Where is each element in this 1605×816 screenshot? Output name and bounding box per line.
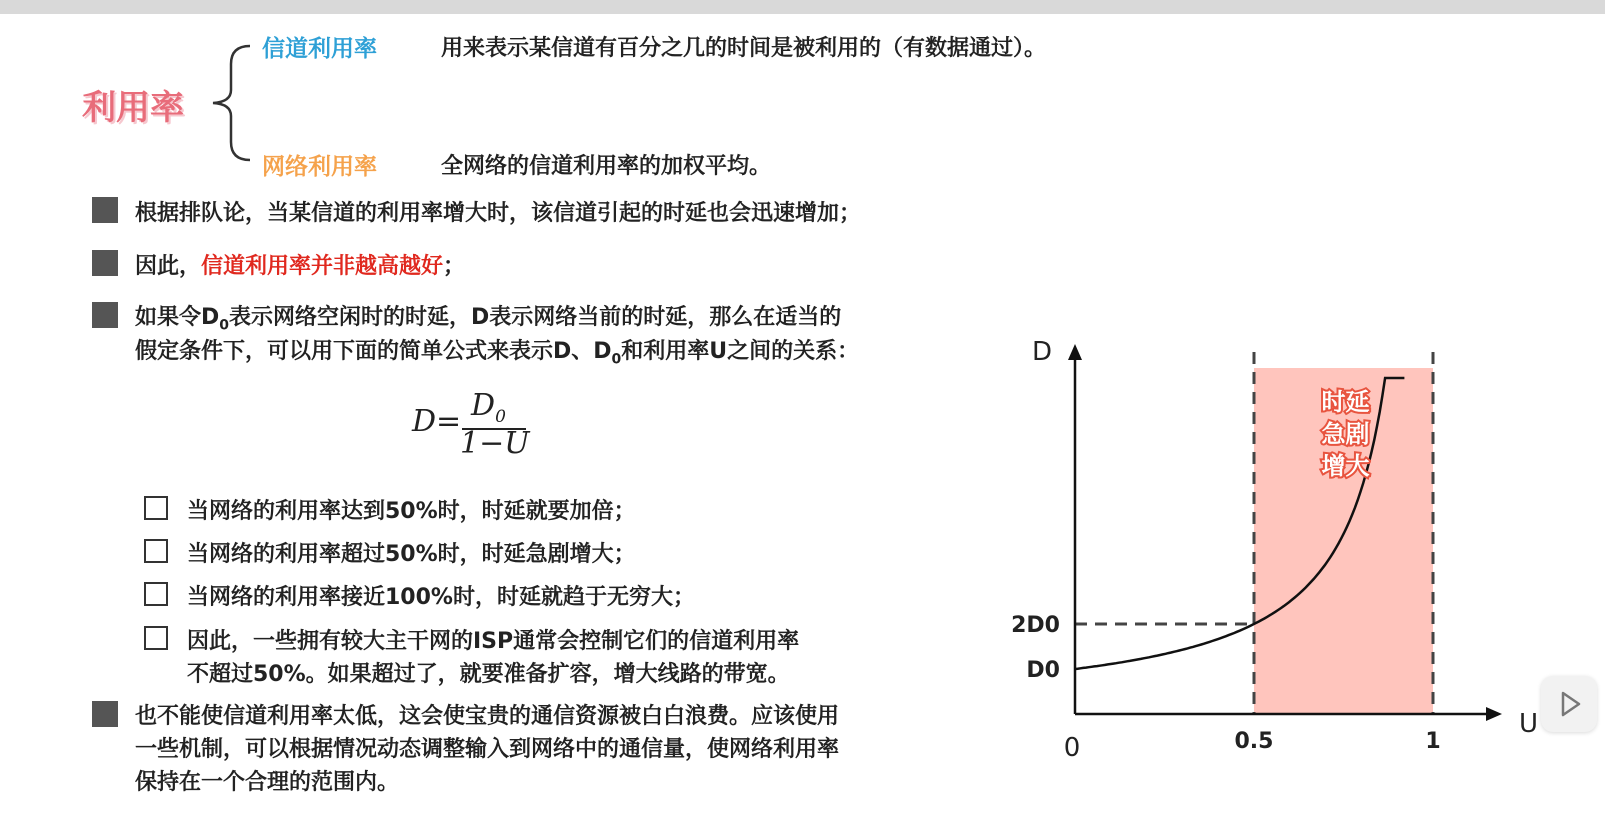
top-bar [0, 0, 1605, 14]
text-fragment: 如果令D [135, 305, 220, 330]
bullet-therefore-suffix: ； [443, 254, 466, 279]
bullet-definition-line1 [135, 300, 841, 333]
region-label-line-1: 时延 [1321, 388, 1370, 416]
checkbox[interactable] [144, 539, 168, 563]
y-tick-d0: D0 [1026, 658, 1060, 683]
region-label-line-2: 急剧 [1321, 420, 1370, 448]
checklist-item-3: 当网络的利用率接近100%时，时延就趋于无穷大； [187, 585, 695, 610]
checkbox[interactable] [144, 626, 168, 650]
x-tick-0: 0 [1063, 733, 1081, 763]
checkbox[interactable] [144, 496, 168, 520]
bullet-square [92, 197, 118, 223]
bullet-low-util-line3: 保持在一个合理的范围内。 [135, 770, 400, 795]
y-axis-label: D [1032, 337, 1053, 367]
channel-utilization-desc: 用来表示某信道有百分之几的时间是被利用的（有数据通过）。 [441, 36, 1047, 61]
bullet-therefore [135, 249, 465, 280]
network-utilization-term: 网络利用率 [262, 154, 377, 180]
x-tick-0.5: 0.5 [1234, 729, 1274, 754]
formula-numerator [471, 388, 506, 427]
text-fragment: 表示网络空闲时的时延，D表示网络当前的时延，那么在适当的 [229, 305, 842, 330]
text-fragment: 假定条件下，可以用下面的简单公式来表示D、D [135, 339, 612, 364]
curly-brace [205, 42, 255, 164]
bullet-square [92, 250, 118, 276]
channel-utilization-term: 信道利用率 [262, 36, 377, 62]
network-utilization-desc: 全网络的信道利用率的加权平均。 [441, 154, 772, 179]
subscript: 0 [611, 351, 622, 368]
checklist-item-4-line2: 不超过50%。如果超过了，就要准备扩容，增大线路的带宽。 [187, 662, 790, 687]
x-tick-1: 1 [1425, 729, 1441, 754]
formula-lhs: D= [412, 404, 462, 439]
bullet-therefore-prefix: 因此， [135, 254, 202, 279]
bullet-queueing: 根据排队论，当某信道的利用率增大时，该信道引起的时延也会迅速增加； [135, 201, 862, 226]
play-button[interactable] [1541, 676, 1597, 732]
y-axis-arrow [1068, 344, 1082, 360]
checklist-item-4-line1: 因此，一些拥有较大主干网的ISP通常会控制它们的信道利用率 [187, 629, 800, 654]
x-axis-arrow [1486, 707, 1502, 721]
subscript: 0 [219, 317, 230, 334]
bullet-definition-line2 [135, 334, 859, 367]
bullet-low-util-line2: 一些机制，可以根据情况动态调整输入到网络中的通信量，使网络利用率 [135, 737, 840, 762]
not-higher-better-highlight: 信道利用率并非越高越好 [201, 254, 444, 279]
formula-denominator: 1−U [460, 426, 530, 461]
checkbox[interactable] [144, 582, 168, 606]
bullet-low-util-line1: 也不能使信道利用率太低，这会使宝贵的通信资源被白白浪费。应该使用 [135, 704, 840, 729]
region-label-line-3: 增大 [1321, 452, 1370, 480]
y-tick-2d0: 2D0 [1011, 613, 1060, 638]
x-axis-label: U [1518, 709, 1538, 739]
checklist-item-1: 当网络的利用率达到50%时，时延就要加倍； [187, 499, 636, 524]
utilization-title: 利用率 [82, 88, 184, 128]
bullet-square [92, 701, 118, 727]
bullet-square [92, 302, 118, 328]
text-fragment: 和利用率U之间的关系： [621, 339, 860, 364]
play-icon [1541, 676, 1597, 732]
numerator-text: D [471, 388, 496, 423]
delay-utilization-chart [990, 320, 1550, 790]
numerator-subscript: 0 [495, 407, 506, 427]
checklist-item-2: 当网络的利用率超过50%时，时延急剧增大； [187, 542, 636, 567]
